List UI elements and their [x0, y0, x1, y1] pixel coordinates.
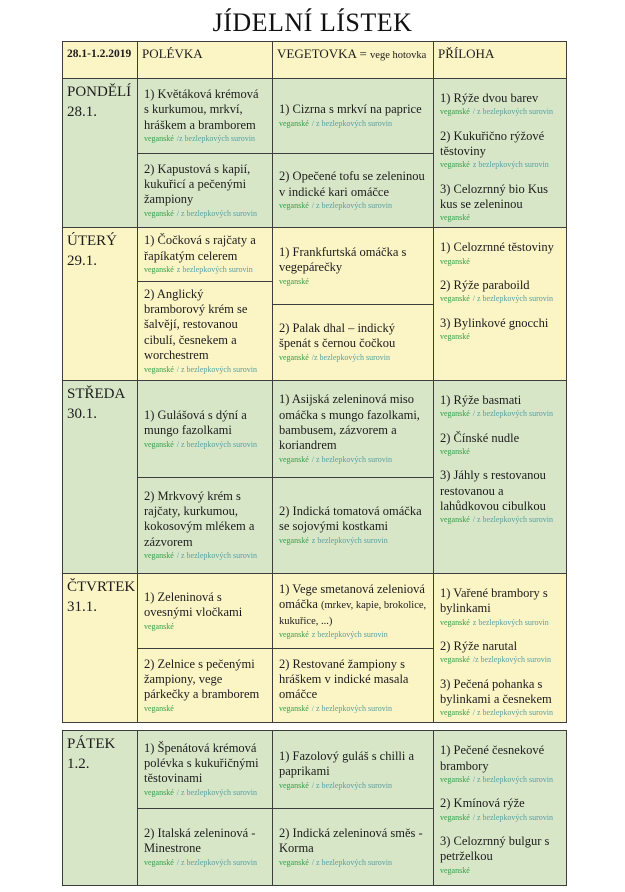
diet-note: veganské / z bezlepkových surovin — [279, 454, 392, 464]
dish-text: 2) Rýže narutal — [440, 638, 518, 653]
day-cell — [63, 574, 137, 722]
dish-text: 2) Palak dhal – indický špenát s černou čočkou — [279, 321, 396, 351]
diet-note: veganské — [279, 276, 309, 286]
day-cell — [63, 228, 137, 380]
diet-note: veganské — [440, 213, 470, 223]
vege-2 — [273, 304, 433, 380]
vege-cell — [272, 731, 433, 885]
dish-text: 2) Indická zeleninová směs - Korma — [279, 826, 423, 856]
diet-note: veganské / z bezlepkových surovin — [144, 788, 257, 798]
day-cell — [63, 79, 137, 227]
dish-text: 1) Cizrna s mrkví na paprice — [279, 102, 422, 117]
soup-1 — [138, 381, 272, 477]
dish-text: 2) Kapustová s kapií, kukuřicí a pečenými žampiony — [144, 161, 251, 207]
day-date: 31.1. — [67, 598, 97, 615]
side-3 — [440, 834, 558, 876]
vege-1 — [273, 574, 433, 648]
soup-1 — [138, 228, 272, 280]
soup-cell — [137, 228, 272, 380]
side-2 — [440, 278, 558, 305]
diet-note: veganské z bezlepkových surovin — [144, 265, 253, 275]
side-1 — [440, 91, 558, 118]
dish-text: 1) Fazolový guláš s chilli a paprikami — [279, 748, 415, 778]
dish-text: 1) Rýže basmati — [440, 393, 522, 408]
diet-note: veganské z bezlepkových surovin — [440, 160, 549, 170]
diet-note: veganské / z bezlepkových surovin — [144, 209, 257, 219]
diet-note: veganské / z bezlepkových surovin — [440, 812, 553, 822]
side-cell — [433, 574, 564, 722]
diet-note: veganské / z bezlepkových surovin — [279, 201, 392, 211]
day-row-thursday — [63, 573, 566, 722]
dish-text: 3) Bylinkové gnocchi — [440, 315, 549, 330]
dish-text: 2) Anglický bramborový krém se šalvějí, restovanou cibulí, česnekem a worchestrem — [144, 286, 248, 362]
side-2 — [440, 639, 558, 666]
soup-cell — [137, 381, 272, 573]
day-date: 29.1. — [67, 252, 97, 269]
diet-note: veganské — [144, 621, 174, 631]
vege-2 — [273, 477, 433, 574]
soup-2 — [138, 153, 272, 228]
soup-1 — [138, 574, 272, 648]
menu-table-block-2 — [62, 730, 567, 886]
dish-text: 1) Špenátová krémová polévka s kukuřičnými těstovinami — [144, 740, 259, 786]
dish-text: 2) Čínské nudle — [440, 430, 520, 445]
diet-note: veganské / z bezlepkových surovin — [440, 708, 553, 718]
menu-table — [62, 41, 567, 886]
dish-text: 2) Opečené tofu se zeleninou v indické kari omáčce — [279, 169, 425, 199]
diet-note: veganské — [144, 704, 174, 714]
dish-text: 2) Mrkvový krém s rajčaty, kurkumou, kokosovým mlékem a zázvorem — [144, 488, 255, 549]
diet-note: veganské /z bezlepkových surovin — [144, 134, 255, 144]
side-3 — [440, 316, 558, 343]
side-2 — [440, 129, 558, 171]
side-1 — [440, 743, 558, 785]
day-name: ÚTERÝ — [67, 233, 117, 250]
soup-cell — [137, 574, 272, 722]
diet-note: veganské /z bezlepkových surovin — [279, 353, 390, 363]
side-2 — [440, 796, 558, 823]
vege-1 — [273, 731, 433, 808]
header-date-range: 28.1-1.2.2019 — [67, 48, 132, 60]
day-row-tuesday — [63, 227, 566, 380]
side-cell — [433, 79, 564, 227]
side-1 — [440, 586, 558, 628]
vege-2 — [273, 153, 433, 228]
dish-text: 3) Celozrnný bio Kus kus se zeleninou — [440, 181, 548, 211]
dish-text: 1) Vařené brambory s bylinkami — [440, 586, 548, 616]
day-cell — [63, 381, 137, 573]
day-name: PONDĚLÍ — [67, 84, 132, 100]
diet-note: veganské z bezlepkových surovin — [440, 617, 549, 627]
soup-2 — [138, 808, 272, 886]
day-row-monday — [63, 78, 566, 227]
header-col-side: PŘÍLOHA — [433, 42, 564, 78]
diet-note: veganské / z bezlepkových surovin — [144, 551, 257, 561]
diet-note: veganské / z bezlepkových surovin — [440, 107, 553, 117]
diet-note: veganské z bezlepkových surovin — [279, 536, 388, 546]
dish-text: 1) Vege smetanová zeleniová omáčka (mrkev, kapie, brokolice, kukuřice, ...) — [279, 581, 427, 627]
dish-text: 2) Rýže paraboild — [440, 278, 530, 293]
soup-cell — [137, 79, 272, 227]
diet-note: veganské z bezlepkových surovin — [279, 629, 388, 639]
day-name: STŘEDA — [67, 386, 126, 403]
dish-text: 3) Jáhly s restovanou restovanou a lahůdkovou cibulkou — [440, 468, 546, 513]
day-row-friday — [63, 731, 566, 885]
diet-note: veganské / z bezlepkových surovin — [144, 364, 257, 374]
header-col-vege — [272, 42, 433, 78]
soup-2 — [138, 281, 272, 380]
diet-note: veganské / z bezlepkových surovin — [440, 774, 553, 784]
header-col-soup: POLÉVKA — [137, 42, 272, 78]
dish-text: 2) Kmínová rýže — [440, 796, 525, 811]
side-3 — [440, 182, 558, 224]
diet-note: veganské / z bezlepkových surovin — [279, 119, 392, 129]
vege-2 — [273, 648, 433, 723]
diet-note: veganské / z bezlepkových surovin — [279, 780, 392, 790]
diet-note: veganské /z bezlepkových surovin — [440, 655, 551, 665]
diet-note: veganské — [440, 331, 470, 341]
day-date: 28.1. — [67, 103, 97, 120]
vege-cell — [272, 79, 433, 227]
soup-cell — [137, 731, 272, 885]
soup-1 — [138, 731, 272, 808]
diet-note: veganské / z bezlepkových surovin — [279, 704, 392, 714]
menu-table-block-1 — [62, 41, 567, 723]
dish-text: 1) Zeleninová s ovesnými vločkami — [144, 589, 243, 619]
dish-text: 2) Restované žampiony s hráškem v indické masala omáčce — [279, 656, 409, 702]
vege-1 — [273, 228, 433, 303]
dish-text: 2) Zelnice s pečenými žampiony, vege párkečky a bramborem — [144, 656, 260, 702]
dish-text: 1) Pečené česnekové brambory — [440, 743, 545, 773]
dish-text: 3) Pečená pohanka s bylinkami a česnekem — [440, 676, 552, 706]
day-name: ČTVRTEK — [67, 579, 136, 596]
header-vege-sublabel: vege hotovka — [370, 50, 427, 61]
vege-cell — [272, 381, 433, 573]
diet-note: veganské / z bezlepkových surovin — [144, 439, 257, 449]
diet-note: veganské / z bezlepkových surovin — [144, 858, 257, 868]
diet-note: veganské / z bezlepkových surovin — [440, 294, 553, 304]
soup-1 — [138, 79, 272, 153]
dish-text: 1) Květáková krémová s kurkumou, mrkví, hráškem a bramborem — [144, 87, 259, 132]
side-1 — [440, 393, 558, 420]
dish-text: 2) Kukuřično rýžové těstoviny — [440, 128, 545, 158]
diet-note: veganské / z bezlepkových surovin — [440, 515, 553, 525]
day-cell — [63, 731, 137, 885]
dish-text: 2) Italská zeleninová - Minestrone — [144, 826, 256, 856]
side-cell — [433, 228, 564, 380]
vege-2 — [273, 808, 433, 886]
day-date: 30.1. — [67, 405, 97, 422]
side-3 — [440, 677, 558, 719]
side-3 — [440, 468, 558, 525]
page-title: JÍDELNÍ LÍSTEK — [212, 8, 413, 37]
dish-text: 1) Čočková s rajčaty a řapíkatým celerem — [144, 233, 256, 263]
diet-note: veganské — [440, 446, 470, 456]
side-1 — [440, 240, 558, 267]
header-vege-label: VEGETOVKA = — [277, 46, 367, 61]
dish-text: 1) Celozrnné těstoviny — [440, 240, 554, 255]
vege-1 — [273, 79, 433, 153]
vege-cell — [272, 574, 433, 722]
dish-text: 2) Indická tomatová omáčka se sojovými kostkami — [279, 504, 422, 534]
soup-2 — [138, 648, 272, 723]
day-name: PÁTEK — [67, 736, 116, 753]
vege-1 — [273, 381, 433, 477]
dish-text: 1) Asijská zeleninová miso omáčka s mungo fazolkami, bambusem, zázvorem a koriandrem — [279, 392, 420, 453]
soup-2 — [138, 477, 272, 574]
day-row-wednesday — [63, 380, 566, 573]
dish-text: 1) Gulášová s dýní a mungo fazolkami — [144, 407, 247, 437]
day-date: 1.2. — [67, 755, 90, 772]
diet-note: veganské / z bezlepkových surovin — [440, 409, 553, 419]
side-cell — [433, 731, 564, 885]
dish-text: 1) Frankfurtská omáčka s vegepárečky — [279, 244, 407, 275]
diet-note: veganské / z bezlepkových surovin — [279, 858, 392, 868]
vege-cell — [272, 228, 433, 380]
side-cell — [433, 381, 564, 573]
dish-text: 1) Rýže dvou barev — [440, 91, 539, 105]
side-2 — [440, 431, 558, 458]
dish-text: 3) Celozrnný bulgur s petrželkou — [440, 834, 550, 864]
diet-note: veganské — [440, 256, 470, 266]
header-row — [63, 42, 566, 78]
diet-note: veganské — [440, 865, 470, 875]
